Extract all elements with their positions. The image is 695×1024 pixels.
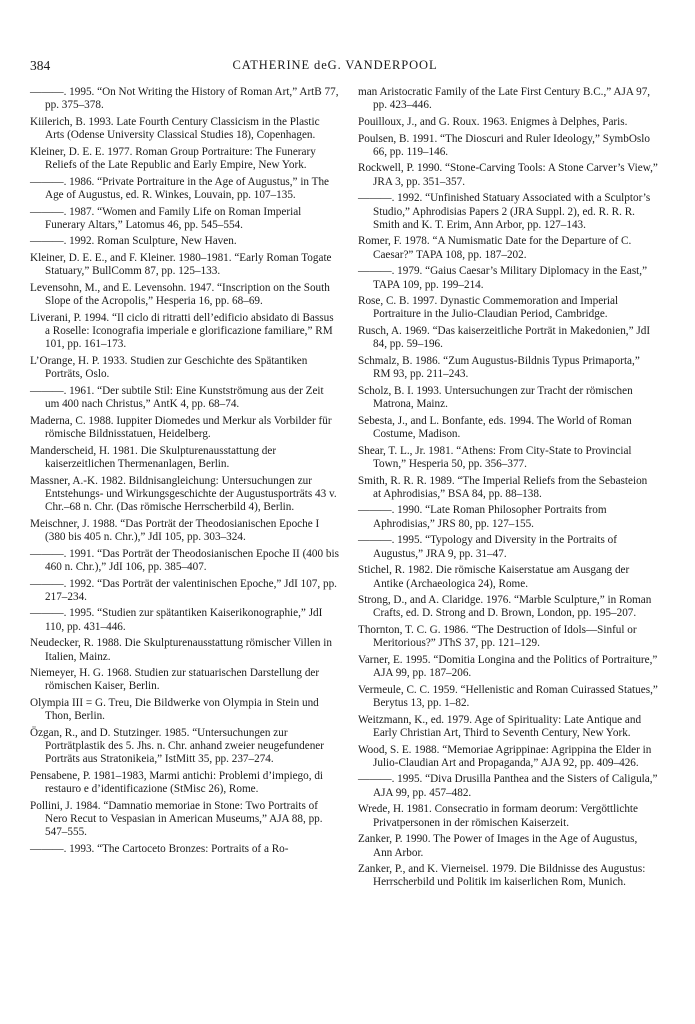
bibliography-entry: ———. 1995. “On Not Writing the History of Roman Art,” ArtB 77, pp. 375–378.	[30, 86, 339, 112]
bibliography-entry: Poulsen, B. 1991. “The Dioscuri and Ruler Ideology,” SymbOslo 66, pp. 119–146.	[358, 132, 650, 158]
bibliography-entry: ———. 1992. Roman Sculpture, New Haven.	[30, 235, 237, 248]
bibliography-entry: Neudecker, R. 1988. Die Skulpturenausstattung römischer Villen in Italien, Mainz.	[30, 637, 332, 663]
bibliography-entry: Sebesta, J., and L. Bonfante, eds. 1994. The World of Roman Costume, Madison.	[358, 414, 632, 441]
bibliography-entry: Pollini, J. 1984. “Damnatio memoriae in Stone: Two Portraits of Nero Recut to Vespasian in American Museums,” AJA 88, pp. 547–555.	[30, 799, 323, 839]
bibliography-entry: ———. 1995. “Typology and Diversity in the Portraits of Augustus,” JRA 9, pp. 31–47.	[358, 534, 617, 560]
bibliography-entry: ———. 1995. “Studien zur spätantiken Kaiserikonographie,” JdI 110, pp. 431–446.	[30, 607, 323, 633]
bibliography-entry: Varner, E. 1995. “Domitia Longina and the Politics of Portraiture,” AJA 99, pp. 187–206.	[358, 653, 658, 680]
bibliography-entry: Smith, R. R. R. 1989. “The Imperial Reliefs from the Sebasteion at Aphrodisias,” BSA 84, pp. 88–138.	[358, 474, 648, 500]
bibliography-entry: ———. 1986. “Private Portraiture in the Age of Augustus,” in The Age of Augustus, ed. R. Winkes, Louvain, pp. 107–135.	[30, 175, 330, 201]
bibliography-entry: Romer, F. 1978. “A Numismatic Date for the Departure of C. Caesar?” TAPA 108, pp. 187–202.	[358, 235, 632, 261]
bibliography-entry: ———. 1990. “Late Roman Philosopher Portraits from Aphrodisias,” JRS 80, pp. 127–155.	[358, 504, 607, 530]
bibliography-entry: Meischner, J. 1988. “Das Porträt der Theodosianischen Epoche I (380 bis 405 n. Chr.),” JdI 105, pp. 303–324.	[30, 517, 320, 543]
bibliography-entry: Stichel, R. 1982. Die römische Kaiserstatue am Ausgang der Antike (Archaeologica 24), Rome.	[358, 564, 630, 590]
bibliography-entry: Olympia III = G. Treu, Die Bildwerke von Olympia in Stein und Thon, Berlin.	[30, 697, 319, 723]
bibliography-entry: Vermeule, C. C. 1959. “Hellenistic and Roman Cuirassed Statues,” Berytus 13, pp. 1–82.	[358, 683, 658, 710]
bibliography-entry: Kleiner, D. E. E., and F. Kleiner. 1980–1981. “Early Roman Togate Statuary,” BullComm 87, pp. 125–133.	[30, 252, 332, 278]
bibliography-entry: Rockwell, P. 1990. “Stone-Carving Tools: A Stone Carver’s View,” JRA 3, pp. 351–357.	[358, 162, 658, 188]
bibliography-right-column	[358, 86, 658, 893]
bibliography-entry: Weitzmann, K., ed. 1979. Age of Spirituality: Late Antique and Early Christian Art, Third to Seventh Century, New York.	[358, 713, 642, 739]
bibliography-entry: Shear, T. L., Jr. 1981. “Athens: From City-State to Provincial Town,” Hesperia 50, pp. 356–377.	[358, 444, 632, 470]
bibliography-entry: Zanker, P., and K. Vierneisel. 1979. Die Bildnisse des Augustus: Herrscherbild und Politik im kaiserlichen Rom, Munich.	[358, 863, 646, 889]
running-head: CATHERINE deG. VANDERPOOL	[232, 58, 438, 72]
page-header	[30, 58, 640, 76]
bibliography-entry: ———. 1992. “Das Porträt der valentinischen Epoche,” JdI 107, pp. 217–234.	[30, 577, 337, 603]
bibliography-entry: ———. 1987. “Women and Family Life on Roman Imperial Funerary Altars,” Latomus 46, pp. 545–554.	[30, 205, 302, 231]
bibliography-entry: Schmalz, B. 1986. “Zum Augustus-Bildnis Typus Primaporta,” RM 93, pp. 211–243.	[358, 355, 640, 381]
bibliography-entry: Wood, S. E. 1988. “Memoriae Agrippinae: Agrippina the Elder in Julio-Claudian Art and Propaganda,” AJA 92, pp. 409–426.	[358, 743, 652, 769]
bibliography-entry: L’Orange, H. P. 1933. Studien zur Geschichte des Spätantiken Porträts, Oslo.	[30, 355, 308, 381]
bibliography-entry: Kiilerich, B. 1993. Late Fourth Century Classicism in the Plastic Arts (Odense University Classical Studies 18), Copenhagen.	[30, 115, 320, 142]
bibliography-entry: ———. 1961. “Der subtile Stil: Eine Kunstströmung aus der Zeit um 400 nach Christus,” AntK 4, pp. 68–74.	[30, 384, 324, 411]
bibliography-entry: Maderna, C. 1988. Iuppiter Diomedes und Merkur als Vorbilder für römische Bildnisstatuen, Heidelberg.	[30, 414, 332, 441]
bibliography-entry: Rose, C. B. 1997. Dynastic Commemoration and Imperial Portraiture in the Julio-Claudian Period, Cambridge.	[358, 295, 619, 321]
bibliography-entry: Kleiner, D. E. E. 1977. Roman Group Portraiture: The Funerary Reliefs of the Late Republic and Early Empire, New York.	[30, 145, 316, 172]
bibliography-entry: Özgan, R., and D. Stutzinger. 1985. “Untersuchungen zur Porträtplastik des 5. Jhs. n. Chr. anhand zweier neugefundener Porträts aus Stratonikeia,” IstMitt 35, pp. 237–274.	[30, 726, 324, 766]
bibliography-left-column	[30, 86, 340, 860]
bibliography-entry: ———. 1991. “Das Porträt der Theodosianischen Epoche II (400 bis 460 n. Chr.),” JdI 106, pp. 385–407.	[30, 547, 339, 573]
bibliography-entry: Pensabene, P. 1981–1983, Marmi antichi: Problemi d’impiego, di restauro e d’identificazione (StMisc 26), Rome.	[30, 770, 324, 796]
bibliography-entry: Rusch, A. 1969. “Das kaiserzeitliche Porträt in Makedonien,” JdI 84, pp. 59–196.	[358, 325, 651, 351]
bibliography-entry: Levensohn, M., and E. Levensohn. 1947. “Inscription on the South Slope of the Acropolis,” Hesperia 16, pp. 68–69.	[30, 281, 330, 308]
bibliography-entry: ———. 1993. “The Cartoceto Bronzes: Portraits of a Ro-	[30, 843, 289, 856]
bibliography-entry: Scholz, B. I. 1993. Untersuchungen zur Tracht der römischen Matrona, Mainz.	[358, 384, 633, 411]
bibliography-entry: Wrede, H. 1981. Consecratio in formam deorum: Vergöttlichte Privatpersonen in der römischen Kaiserzeit.	[358, 803, 638, 829]
bibliography-entry: Thornton, T. C. G. 1986. “The Destruction of Idols—Sinful or Meritorious?” JThS 37, pp. 121–129.	[358, 624, 637, 650]
bibliography-entry: Niemeyer, H. G. 1968. Studien zur statuarischen Darstellung der römischen Kaiser, Berlin.	[30, 667, 320, 693]
bibliography-entry: ———. 1992. “Unfinished Statuary Associated with a Sculptor’s Studio,” Aphrodisias Papers 2 (JRA Suppl. 2), ed. R. R. R. Smith and K. T. Erim, Ann Arbor, pp. 127–143.	[358, 192, 651, 231]
bibliography-entry: ———. 1979. “Gaius Caesar’s Military Diplomacy in the East,” TAPA 109, pp. 199–214.	[358, 265, 648, 291]
bibliography-entry: Zanker, P. 1990. The Power of Images in the Age of Augustus, Ann Arbor.	[358, 833, 638, 859]
bibliography-entry: Pouilloux, J., and G. Roux. 1963. Enigmes à Delphes, Paris.	[358, 115, 628, 128]
bibliography-entry: Strong, D., and A. Claridge. 1976. “Marble Sculpture,” in Roman Crafts, ed. D. Strong and D. Brown, London, pp. 195–207.	[358, 594, 652, 620]
page-number: 384	[30, 58, 51, 73]
bibliography-entry: man Aristocratic Family of the Late First Century B.C.,” AJA 97, pp. 423–446.	[358, 86, 651, 112]
bibliography-entry: Massner, A.-K. 1982. Bildnisangleichung: Untersuchungen zur Entstehungs- und Wirkungsgeschichte der Augustusporträts 43 v. Chr.–68 n. Chr. (Das römische Herrscherbild 4), Berlin.	[30, 474, 337, 514]
bibliography-entry: ———. 1995. “Diva Drusilla Panthea and the Sisters of Caligula,” AJA 99, pp. 457–482.	[358, 773, 658, 799]
bibliography-entry: Manderscheid, H. 1981. Die Skulpturenausstattung der kaiserzeitlichen Thermenanlagen, Berlin.	[30, 444, 277, 470]
bibliography-entry: Liverani, P. 1994. “Il ciclo di ritratti dell’edificio absidato di Bassus a Roselle: Iconografia imperiale e glorificazione familiare,” RM 101, pp. 161–173.	[30, 311, 334, 351]
